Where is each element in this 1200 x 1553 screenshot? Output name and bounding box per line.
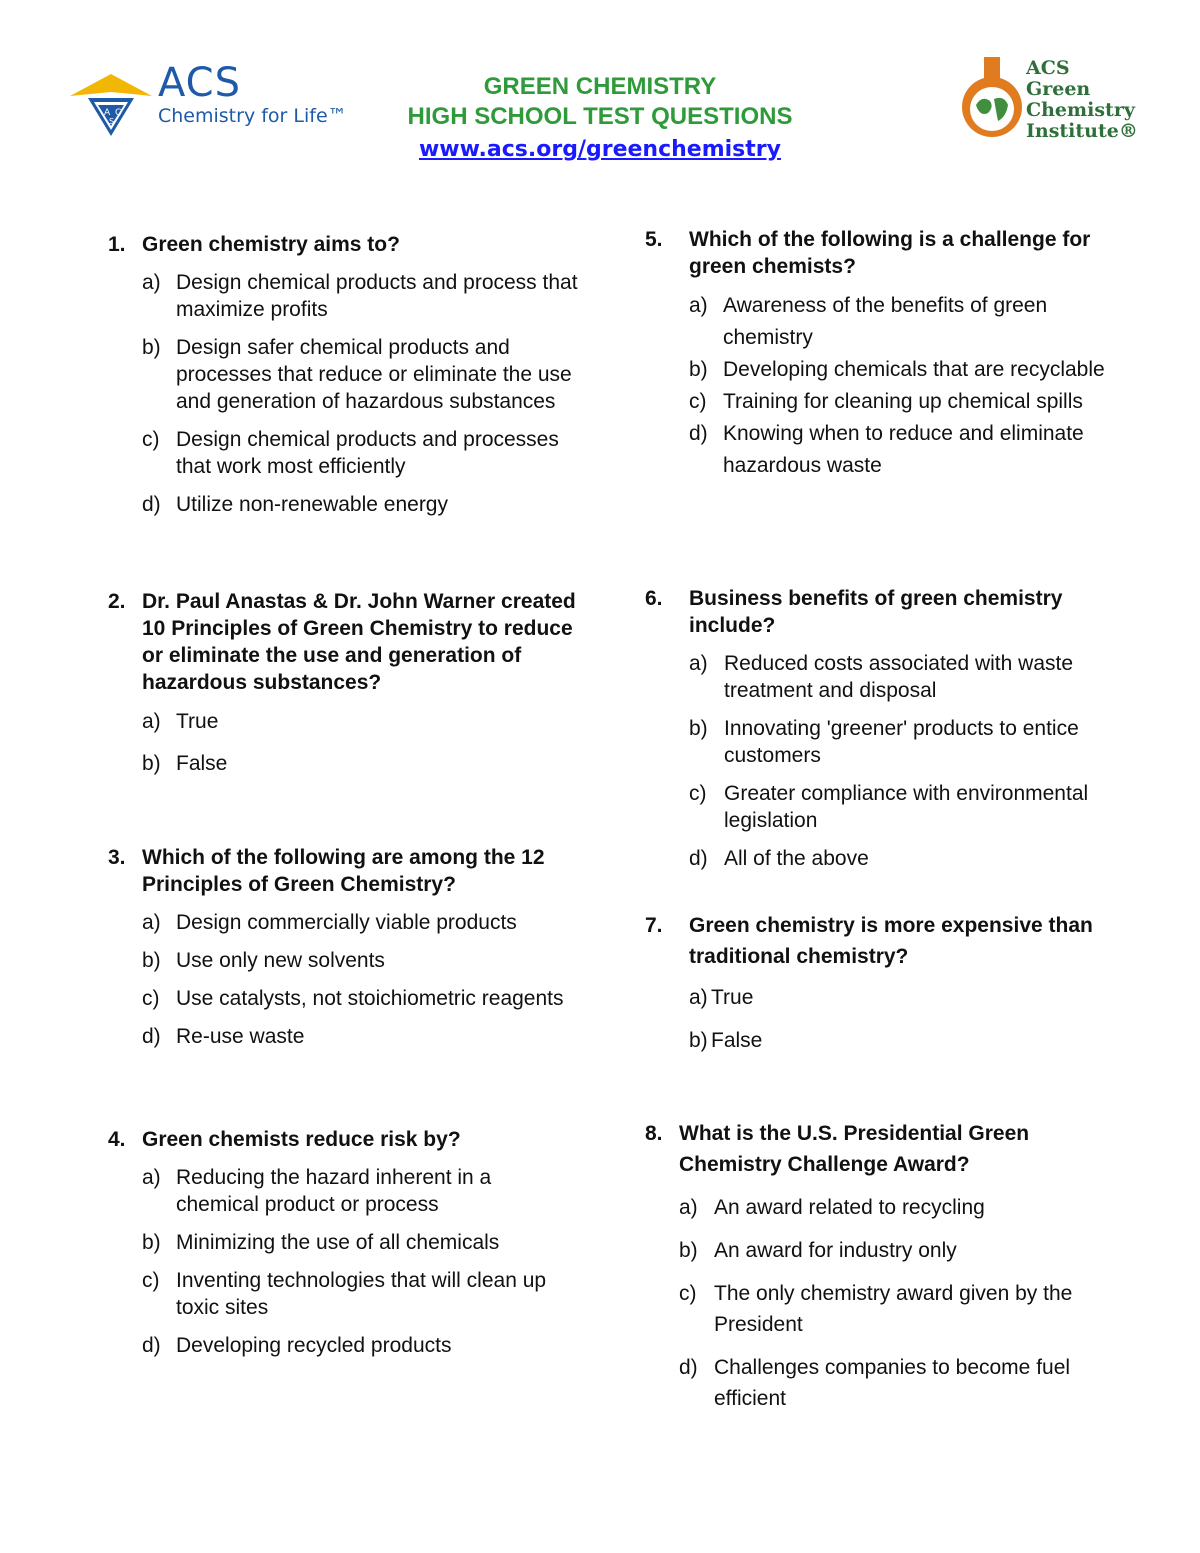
- question-text: [645, 1118, 1125, 1180]
- question-number: 1.: [108, 233, 126, 256]
- option-letter: d): [142, 1334, 161, 1357]
- option[interactable]: [645, 715, 1125, 769]
- option-text: The only chemistry award given by the President: [714, 1282, 1073, 1336]
- option-letter: c): [142, 428, 160, 451]
- option-list: [108, 909, 578, 1050]
- option[interactable]: [645, 1025, 1125, 1056]
- question-number: 8.: [645, 1122, 663, 1145]
- option-text: False: [176, 752, 228, 775]
- option-text: Developing recycled products: [176, 1334, 452, 1357]
- question-4: [108, 1126, 578, 1359]
- question-1: [108, 231, 578, 518]
- gci-logo-text: [1026, 58, 1138, 142]
- option-letter: b): [689, 717, 708, 740]
- option-letter: b): [142, 336, 161, 359]
- question-7: [645, 910, 1125, 1056]
- option-letter: c): [689, 782, 707, 805]
- option-text: Awareness of the benefits of green chemistry: [723, 294, 1048, 349]
- gci-logo[interactable]: [960, 55, 1140, 145]
- option[interactable]: [645, 1235, 1125, 1266]
- option-letter: b): [679, 1239, 698, 1262]
- option-text: Reducing the hazard inherent in a chemical product or process: [176, 1166, 492, 1216]
- question-text: [108, 231, 578, 258]
- question-prompt: Green chemistry is more expensive than traditional chemistry?: [689, 914, 1093, 968]
- option[interactable]: [108, 1229, 578, 1256]
- option[interactable]: [108, 1332, 578, 1359]
- option[interactable]: [108, 708, 578, 735]
- option-text: An award for industry only: [714, 1239, 957, 1262]
- option-letter: b): [142, 949, 161, 972]
- option-text: Use catalysts, not stoichiometric reagents: [176, 987, 564, 1010]
- question-6: [645, 585, 1125, 872]
- option-text: All of the above: [724, 847, 869, 870]
- question-number: 7.: [645, 914, 663, 937]
- option-letter: c): [679, 1282, 697, 1305]
- option[interactable]: [108, 1023, 578, 1050]
- option[interactable]: [645, 650, 1125, 704]
- acs-logo-tagline: Chemistry for Life™: [158, 105, 347, 127]
- question-8: [645, 1118, 1125, 1414]
- option[interactable]: [108, 491, 578, 518]
- option-letter: d): [142, 1025, 161, 1048]
- option-letter: c): [689, 390, 707, 413]
- option-text: Training for cleaning up chemical spills: [723, 390, 1083, 413]
- option[interactable]: [645, 290, 1125, 354]
- option[interactable]: [645, 1192, 1125, 1223]
- option-letter: d): [142, 493, 161, 516]
- question-text: [108, 1126, 578, 1153]
- option-letter: a): [142, 1166, 161, 1189]
- svg-text:A: A: [104, 108, 111, 118]
- question-text: [645, 910, 1125, 972]
- option-letter: a): [142, 911, 161, 934]
- gci-line-4: Institute®: [1026, 120, 1138, 142]
- gci-line-1: ACS: [1026, 57, 1070, 79]
- gci-line-2: Green: [1026, 78, 1091, 100]
- option-letter: d): [689, 422, 708, 445]
- gci-line-3: Chemistry: [1026, 99, 1135, 121]
- acs-logo-word: ACS: [158, 60, 241, 106]
- option-text: True: [711, 986, 754, 1009]
- option[interactable]: [108, 909, 578, 936]
- option-text: Design safer chemical products and processes that reduce or eliminate the use and generation of hazardous substances: [176, 336, 572, 413]
- option-letter: d): [689, 847, 708, 870]
- option-list: [645, 290, 1125, 482]
- option-letter: b): [689, 358, 708, 381]
- option-list: [645, 1192, 1125, 1414]
- option[interactable]: [645, 1278, 1125, 1340]
- option[interactable]: [108, 1164, 578, 1218]
- question-prompt: Which of the following is a challenge for green chemists?: [689, 228, 1091, 278]
- option-text: True: [176, 710, 219, 733]
- option-text: Developing chemicals that are recyclable: [723, 358, 1105, 381]
- question-text: [108, 588, 578, 696]
- option-letter: a): [679, 1196, 698, 1219]
- option-list: [108, 708, 578, 777]
- question-text: [645, 585, 1125, 639]
- option-letter: b): [689, 1029, 708, 1052]
- title-line-2: HIGH SCHOOL TEST QUESTIONS: [407, 103, 793, 130]
- option-text: Utilize non-renewable energy: [176, 493, 448, 516]
- website-link[interactable]: www.acs.org/greenchemistry: [418, 137, 781, 162]
- svg-text:S: S: [109, 117, 115, 126]
- option[interactable]: [645, 780, 1125, 834]
- option-letter: a): [689, 986, 708, 1009]
- option[interactable]: [645, 386, 1125, 418]
- option-text: Reduced costs associated with waste treatment and disposal: [724, 652, 1074, 702]
- option-letter: a): [142, 271, 161, 294]
- svg-text:C: C: [115, 108, 122, 118]
- option[interactable]: [645, 845, 1125, 872]
- option-text: Knowing when to reduce and eliminate hazardous waste: [723, 422, 1084, 477]
- question-prompt: Green chemistry aims to?: [142, 233, 400, 256]
- option[interactable]: [645, 354, 1125, 386]
- question-3: [108, 844, 578, 1050]
- option-text: Re-use waste: [176, 1025, 305, 1048]
- question-prompt: Green chemists reduce risk by?: [142, 1128, 461, 1151]
- option[interactable]: [108, 750, 578, 777]
- option[interactable]: [645, 1352, 1125, 1414]
- option[interactable]: [108, 985, 578, 1012]
- option[interactable]: [645, 418, 1125, 482]
- option-list: [645, 650, 1125, 872]
- option[interactable]: [108, 269, 578, 323]
- question-prompt: Business benefits of green chemistry include?: [689, 587, 1063, 637]
- option[interactable]: [645, 982, 1125, 1013]
- option-text: Innovating 'greener' products to entice customers: [724, 717, 1079, 767]
- question-number: 2.: [108, 590, 126, 613]
- question-number: 4.: [108, 1128, 126, 1151]
- option-text: Challenges companies to become fuel efficient: [714, 1356, 1071, 1410]
- option-list: [108, 1164, 578, 1359]
- question-prompt: Which of the following are among the 12 Principles of Green Chemistry?: [142, 846, 545, 896]
- option-letter: a): [689, 294, 708, 317]
- option-text: Inventing technologies that will clean up toxic sites: [176, 1269, 547, 1319]
- question-text: [108, 844, 578, 898]
- option-letter: c): [142, 1269, 160, 1292]
- question-2: [108, 588, 578, 777]
- title-line-1: GREEN CHEMISTRY: [483, 73, 717, 100]
- option-list: [108, 269, 578, 518]
- option-text: Design chemical products and processes that work most efficiently: [176, 428, 559, 478]
- option-letter: b): [142, 1231, 161, 1254]
- option-text: Design commercially viable products: [176, 911, 517, 934]
- option-text: Greater compliance with environmental legislation: [724, 782, 1089, 832]
- question-number: 5.: [645, 228, 663, 251]
- option-text: Design chemical products and process that maximize profits: [176, 271, 578, 321]
- option[interactable]: [108, 947, 578, 974]
- question-prompt: What is the U.S. Presidential Green Chemistry Challenge Award?: [679, 1122, 1030, 1176]
- option[interactable]: [108, 334, 578, 415]
- option-text: Use only new solvents: [176, 949, 385, 972]
- option[interactable]: [108, 426, 578, 480]
- question-number: 6.: [645, 587, 663, 610]
- option-letter: b): [142, 752, 161, 775]
- option[interactable]: [108, 1267, 578, 1321]
- option-letter: d): [679, 1356, 698, 1379]
- option-text: Minimizing the use of all chemicals: [176, 1231, 500, 1254]
- question-prompt: Dr. Paul Anastas & Dr. John Warner created 10 Principles of Green Chemistry to reduce or eliminate the use and generation of hazardous substances?: [142, 590, 576, 694]
- option-letter: a): [689, 652, 708, 675]
- option-text: False: [711, 1029, 763, 1052]
- option-letter: a): [142, 710, 161, 733]
- flask-globe-icon: [960, 55, 1026, 145]
- question-number: 3.: [108, 846, 126, 869]
- option-list: [645, 982, 1125, 1056]
- question-text: [645, 226, 1125, 280]
- option-text: An award related to recycling: [714, 1196, 985, 1219]
- question-5: [645, 226, 1125, 482]
- option-letter: c): [142, 987, 160, 1010]
